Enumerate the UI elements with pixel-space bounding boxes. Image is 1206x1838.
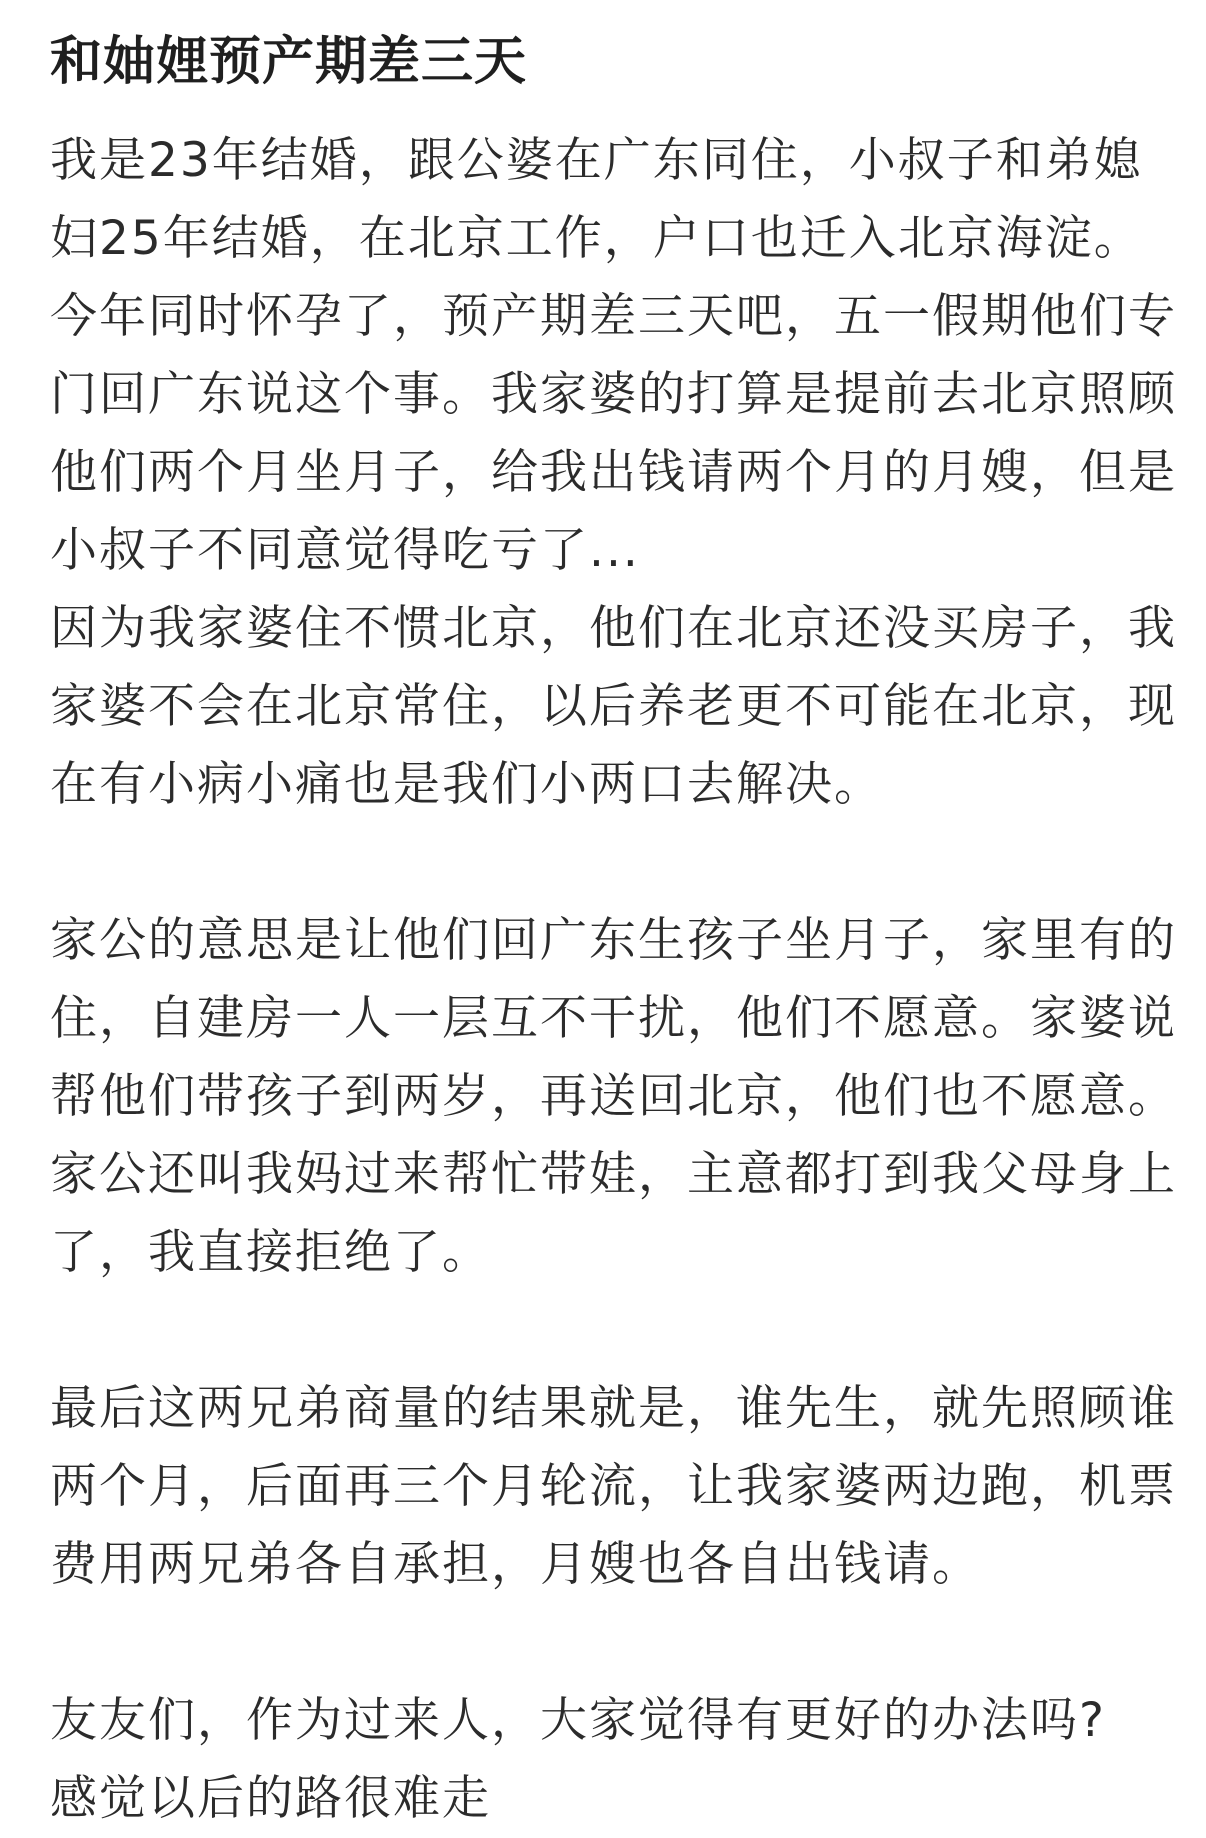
text-line: 在有小病小痛也是我们小两口去解决。 (50, 757, 883, 812)
post-title: 和妯娌预产期差三天 (50, 32, 528, 92)
text-line: 友友们，作为过来人，大家觉得有更好的办法吗? (50, 1693, 1106, 1748)
paragraph-5 (50, 1682, 1156, 1838)
paragraph-1 (50, 122, 1177, 590)
paragraph-4 (50, 1370, 1177, 1604)
text-line: 门回广东说这个事。我家婆的打算是提前去北京照顾 (50, 367, 1177, 422)
text-line: 我是23年结婚，跟公婆在广东同住，小叔子和弟媳 (50, 133, 1143, 188)
text-line: 住，自建房一人一层互不干扰，他们不愿意。家婆说 (50, 991, 1177, 1046)
text-line: 费用两兄弟各自承担，月嫂也各自出钱请。 (50, 1537, 981, 1592)
text-line: 家婆不会在北京常住，以后养老更不可能在北京，现 (50, 679, 1177, 734)
text-line: 因为我家婆住不惯北京，他们在北京还没买房子，我 (50, 601, 1177, 656)
text-line: 感觉以后的路很难走 (50, 1771, 491, 1826)
text-line: 家公还叫我妈过来帮忙带娃，主意都打到我父母身上 (50, 1147, 1177, 1202)
post (50, 26, 1177, 1838)
text-line: 今年同时怀孕了，预产期差三天吧，五一假期他们专 (50, 289, 1177, 344)
paragraph-gap (50, 1292, 1156, 1370)
paragraph-gap (50, 824, 1156, 902)
text-line: 了，我直接拒绝了。 (50, 1225, 491, 1280)
text-line: 妇25年结婚，在北京工作，户口也迁入北京海淀。 (50, 211, 1143, 266)
paragraph-gap (50, 1604, 1156, 1682)
post-body (50, 122, 1177, 1838)
paragraph-3 (50, 902, 1177, 1292)
paragraph-2 (50, 590, 1177, 824)
text-line: 帮他们带孩子到两岁，再送回北京，他们也不愿意。 (50, 1069, 1177, 1124)
text-line: 家公的意思是让他们回广东生孩子坐月子，家里有的 (50, 913, 1177, 968)
text-line: 最后这两兄弟商量的结果就是，谁先生，就先照顾谁 (50, 1381, 1177, 1436)
text-line: 两个月，后面再三个月轮流，让我家婆两边跑，机票 (50, 1459, 1177, 1514)
text-line: 他们两个月坐月子，给我出钱请两个月的月嫂，但是 (50, 445, 1177, 500)
text-line: 小叔子不同意觉得吃亏了... (50, 523, 640, 578)
